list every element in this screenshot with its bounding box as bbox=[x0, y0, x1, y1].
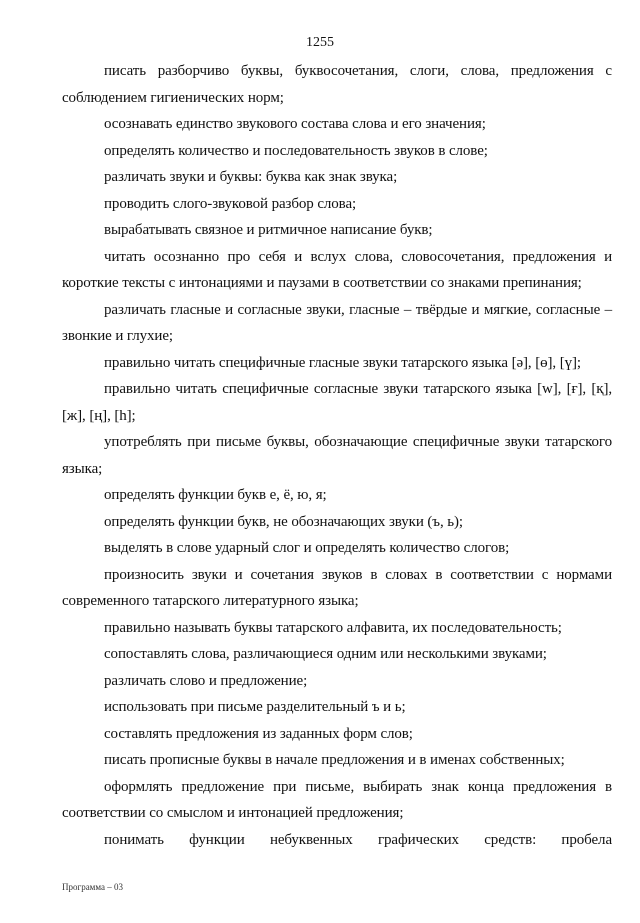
page-number: 1255 bbox=[306, 35, 334, 50]
paragraph: различать слово и предложение; bbox=[104, 672, 308, 689]
paragraph: определять функции букв, не обозначающих звуки (ъ, ь); bbox=[104, 513, 463, 530]
paragraph: понимать функции небуквенных графических средств: пробела bbox=[104, 831, 612, 848]
paragraph: проводить слого-звуковой разбор слова; bbox=[104, 195, 357, 212]
paragraph: вырабатывать связное и ритмичное написание букв; bbox=[104, 222, 433, 238]
paragraph: осознавать единство звукового состава слова и его значения; bbox=[104, 116, 486, 132]
paragraph: правильно читать специфичные согласные звуки татарского языка [w], [ғ], [қ], [ж], [ң], [h]; bbox=[62, 381, 612, 424]
paragraph: выделять в слове ударный слог и определять количество слогов; bbox=[104, 540, 510, 556]
paragraph: сопоставлять слова, различающиеся одним или несколькими звуками; bbox=[104, 646, 547, 662]
document-body bbox=[62, 58, 612, 853]
paragraph: читать осознанно про себя и вслух слова, словосочетания, предложения и короткие тексты с интонациями и паузами в соответствии со знаками препинания; bbox=[62, 248, 612, 291]
paragraph: писать разборчиво буквы, буквосочетания, слоги, слова, предложения с соблюдением гигиенических норм; bbox=[62, 63, 612, 106]
paragraph: использовать при письме разделительный ъ и ь; bbox=[104, 699, 406, 715]
footer-label: Программа – 03 bbox=[62, 882, 124, 892]
paragraph: различать гласные и согласные звуки, гласные – твёрдые и мягкие, согласные – звонкие и глухие; bbox=[62, 301, 612, 344]
paragraph: определять количество и последовательность звуков в слове; bbox=[104, 142, 488, 159]
paragraph: произносить звуки и сочетания звуков в словах в соответствии с нормами современного татарского литературного языка; bbox=[62, 566, 612, 609]
paragraph: употреблять при письме буквы, обозначающие специфичные звуки татарского языка; bbox=[62, 434, 612, 477]
paragraph: определять функции букв е, ё, ю, я; bbox=[104, 487, 327, 503]
paragraph: писать прописные буквы в начале предложения и в именах собственных; bbox=[104, 752, 565, 768]
paragraph: правильно читать специфичные гласные звуки татарского языка [ә], [ө], [ү]; bbox=[104, 354, 581, 371]
paragraph: правильно называть буквы татарского алфавита, их последовательность; bbox=[104, 619, 562, 636]
paragraph: различать звуки и буквы: буква как знак звука; bbox=[104, 169, 398, 185]
paragraph: составлять предложения из заданных форм слов; bbox=[104, 725, 413, 742]
paragraph: оформлять предложение при письме, выбирать знак конца предложения в соответствии со смыслом и интонацией предложения; bbox=[62, 778, 612, 821]
